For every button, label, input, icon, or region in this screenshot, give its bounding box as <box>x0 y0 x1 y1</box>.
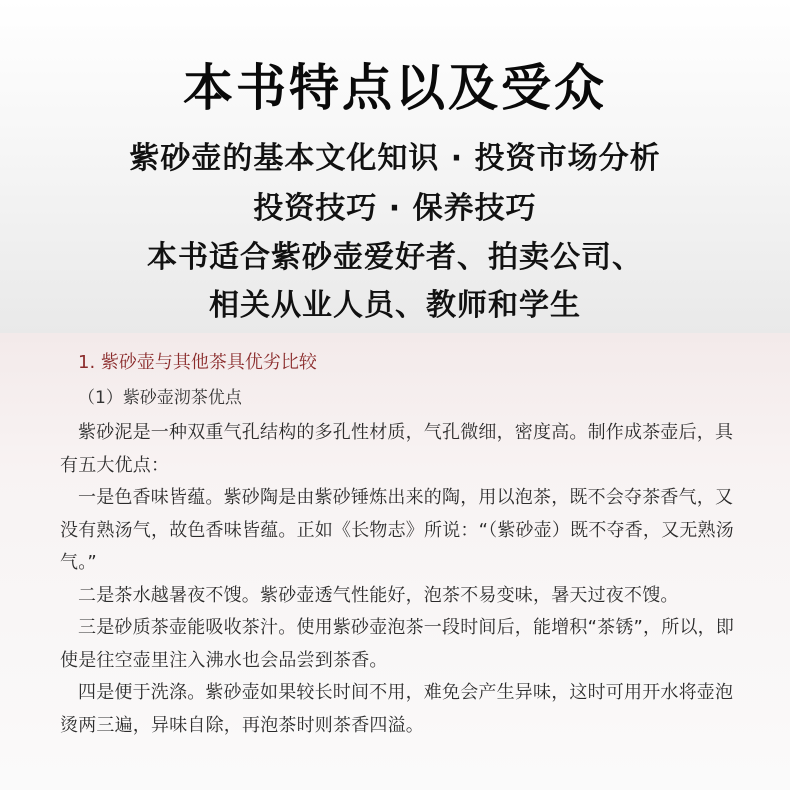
paragraph-intro: 紫砂泥是一种双重气孔结构的多孔性材质，气孔微细，密度高。制作成茶壶后，具有五大优点： <box>60 422 734 476</box>
feature-line-topics: 紫砂壶的基本文化知识 · 投资市场分析 <box>129 141 661 176</box>
feature-line-skills: 投资技巧 · 保养技巧 <box>253 191 537 226</box>
paragraph-point-one: 一是色香味皆蕴。紫砂陶是由紫砂锤炼出来的陶，用以泡茶，既不会夺茶香气，又没有熟汤气，故色香味皆蕴。正如《长物志》所说：“（紫砂壶）既不夺香，又无熟汤气。” <box>60 487 734 573</box>
feature-banner <box>0 0 790 333</box>
excerpt-body <box>60 417 740 742</box>
feature-line-audience-cont: 相关从业人员、教师和学生 <box>209 288 581 323</box>
page-title: 本书特点以及受众 <box>183 58 607 117</box>
paragraph-point-four: 四是便于洗涤。紫砂壶如果较长时间不用，难免会产生异味，这时可用开水将壶泡烫两三遍，异味自除，再泡茶时则茶香四溢。 <box>60 682 734 736</box>
section-heading: 1. 紫砂壶与其他茶具优劣比较 <box>78 352 317 373</box>
sub-heading: （1）紫砂壶沏茶优点 <box>78 388 242 408</box>
paragraph-point-three: 三是砂质茶壶能吸收茶汁。使用紫砂壶泡茶一段时间后，能增积“茶锈”，所以，即使是往空壶里注入沸水也会品尝到茶香。 <box>60 617 735 671</box>
paragraph-point-two: 二是茶水越暑夜不馊。紫砂壶透气性能好，泡茶不易变味，暑天过夜不馊。 <box>78 584 679 606</box>
book-excerpt <box>0 333 790 790</box>
feature-line-audience: 本书适合紫砂壶爱好者、拍卖公司、 <box>147 240 643 275</box>
